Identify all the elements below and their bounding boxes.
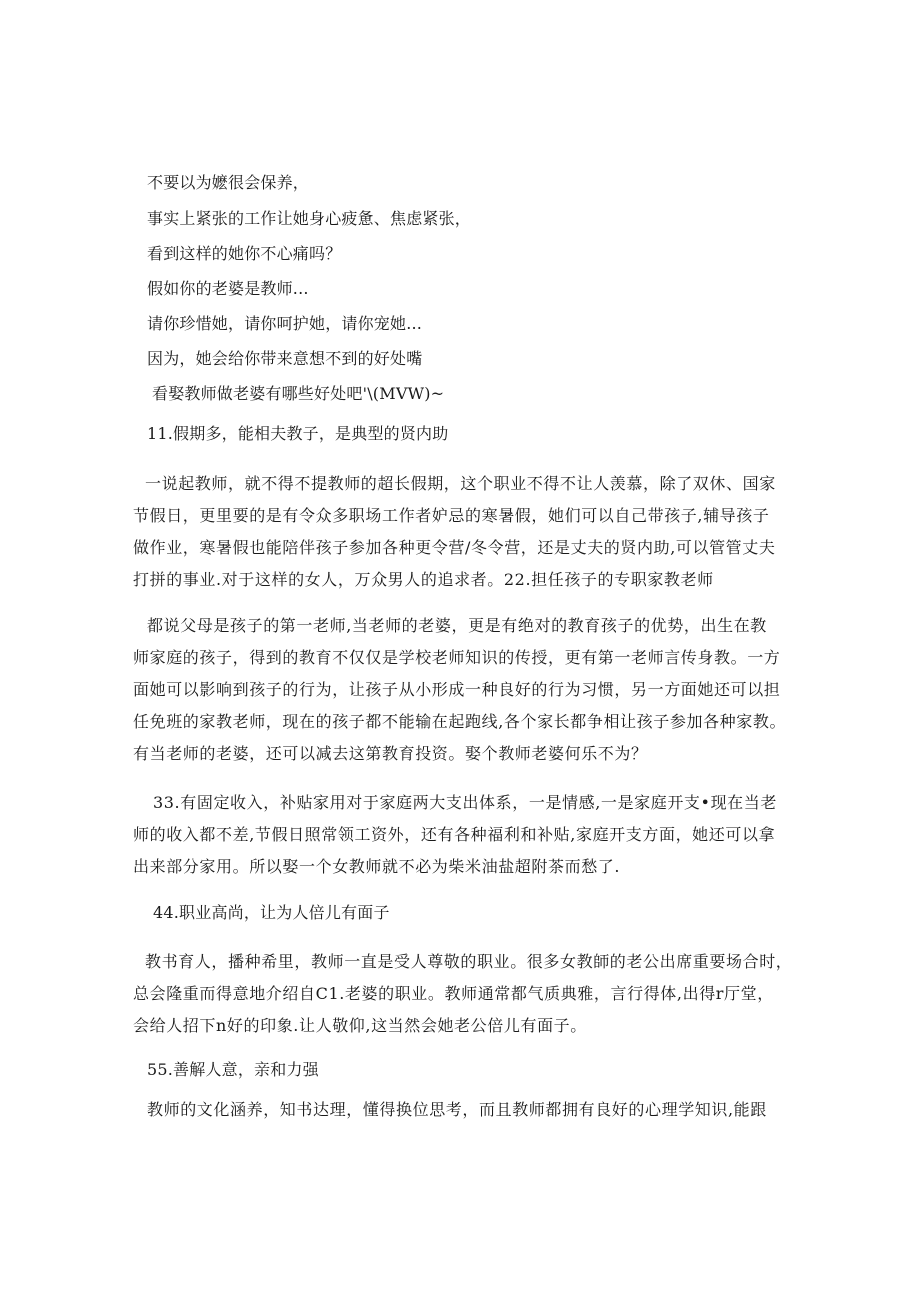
paragraph-5 (147, 1094, 767, 1126)
paragraph-1 (133, 468, 776, 596)
paragraph-4 (133, 946, 793, 1042)
paragraph-4-line-2: 总会隆重而得意地介绍自C1.老婆的职业。教师通常都气质典雅，言行得体,出得r厅堂， (133, 984, 774, 1003)
paragraph-2-line-3: 面她可以影响到孩子的行为，让孩子从小形成一种良好的行为习惯，另一方面她还可以担 (133, 680, 781, 699)
paragraph-3-line-3: 出来部分家用。所以娶一个女教师就不必为柴米油盐超附茶而愁了. (133, 857, 621, 876)
intro-line-6: 因为，她会给你带来意想不到的好处嘴 (147, 349, 423, 368)
heading-5: 55.善解人意，亲和力强 (147, 1060, 319, 1079)
paragraph-2-line-5: 有当老师的老婆，还可以减去这第教育投资。娶个教师老婆何乐不为？ (133, 744, 648, 763)
paragraph-1-line-1: 一说起教师，就不得不提教师的超长假期，这个职业不得不让人羡慕，除了双休、国家 (145, 474, 776, 493)
paragraph-2-line-1: 都说父母是孩子的第一老师,当老师的老婆，更是有绝对的教育孩子的优势，出生在教 (147, 616, 767, 635)
paragraph-3-line-1: 33.有固定收入，补贴家用对于家庭两大支出体系，一是情感,一是家庭开支•现在当老 (153, 793, 777, 812)
paragraph-1-line-3: 做作业，寒暑假也能陪伴孩子参加各种更令营/冬令营，还是丈夫的贤内助,可以管管丈夫 (133, 538, 776, 557)
paragraph-2 (133, 610, 787, 770)
intro-line-1: 不要以为嬷很会保养， (147, 173, 310, 192)
paragraph-5-line-1: 教师的文化涵养，知书达理，懂得换位思考，而且教师都拥有良好的心理学知识,能跟 (147, 1100, 767, 1119)
intro-line-2: 事实上紧张的工作让她身心疲惫、焦虑紧张， (147, 209, 472, 228)
heading-4: 44.职业高尚，让为人倍儿有面子 (153, 903, 390, 922)
paragraph-2-line-2: 师家庭的孩子，得到的教育不仅仅是学校老师知识的传授，更有第一老师言传身教。一方 (133, 648, 781, 667)
paragraph-2-line-4: 任免班的家教老师，现在的孩子都不能输在起跑线,各个家长都争相让孩子参加各种家教。 (133, 712, 787, 731)
intro-line-4: 假如你的老婆是教师... (147, 279, 309, 298)
intro-line-5: 请你珍惜她，请你呵护她，请你宠她... (147, 314, 423, 333)
heading-1: 11.假期多，能相夫教子，是典型的贤内助 (147, 424, 449, 443)
paragraph-3 (133, 787, 777, 883)
intro-line-7: 看娶教师做老婆有哪些好处吧'\(MVW)~ (152, 384, 445, 403)
intro-line-3: 看到这样的她你不心痛吗？ (147, 244, 342, 263)
paragraph-4-line-1: 教书育人，播种希里，教师一直是受人尊敬的职业。很多女教師的老公出席重要场合时， (145, 952, 793, 971)
paragraph-1-line-2: 节假日，更里要的是有令众多职场工作者妒忌的寒暑假，她们可以自己带孩子,辅导孩子 (133, 506, 770, 525)
paragraph-4-line-3: 会给人招下n好的印象.让人敬仰,这当然会她老公倍儿有面子。 (133, 1016, 587, 1035)
paragraph-1-line-4: 打拼的事业.对于这样的女人，万众男人的追求者。22.担任孩子的专职家教老师 (133, 570, 714, 589)
paragraph-3-line-2: 师的收入都不差,节假日照常领工资外，还有各种福利和补贴,家庭开支方面，她还可以拿 (133, 825, 776, 844)
